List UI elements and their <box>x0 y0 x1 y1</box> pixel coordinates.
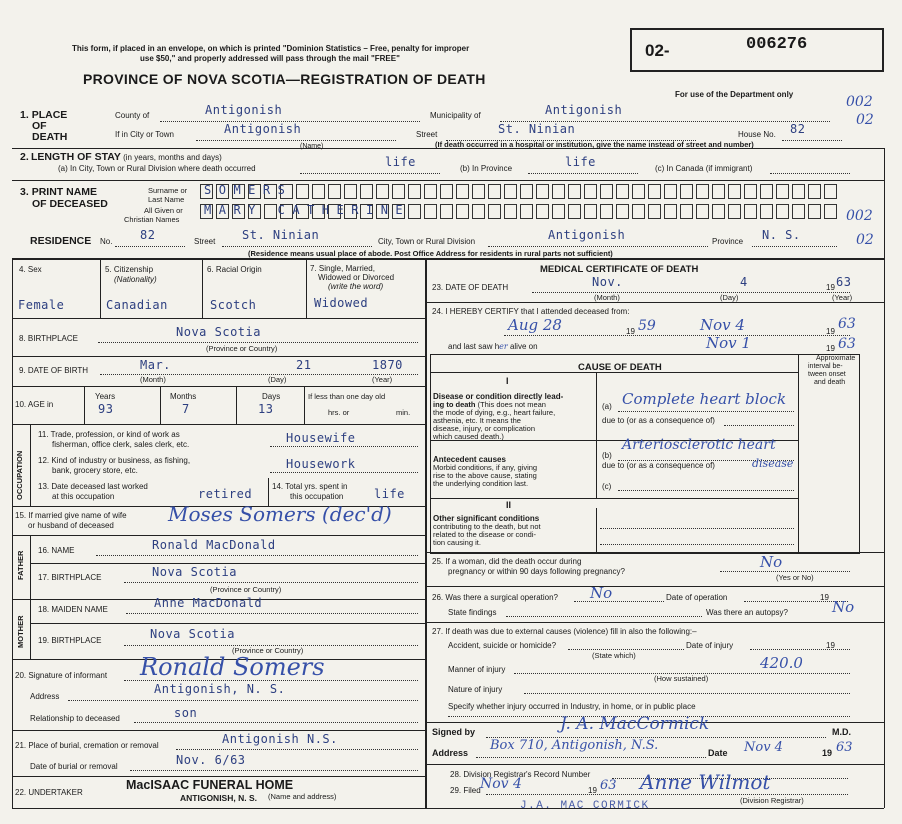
physician-stamp: J.A. MAC CORMICK <box>520 800 650 812</box>
residence-note: (Residence means usual place of abode. Post Office Address for residents in rural parts not sufficient) <box>248 249 613 258</box>
signed-year: 63 <box>836 740 853 755</box>
letter-box <box>536 184 549 199</box>
last-saw-date: Nov 1 <box>706 334 751 352</box>
form-title: PROVINCE OF NOVA SCOTIA—REGISTRATION OF DEATH <box>83 71 486 87</box>
father-name-value: Ronald MacDonald <box>152 538 276 552</box>
occupation-side-label: OCCUPATION <box>15 450 24 500</box>
stay-b-value: life <box>565 155 596 169</box>
letter-box <box>504 204 517 219</box>
other-note-3: tion causing it. <box>433 538 481 547</box>
mother-birthplace-label: 19. BIRTHPLACE <box>38 636 102 645</box>
letter-box <box>472 204 485 219</box>
stay-b-label: (b) In Province <box>460 164 513 173</box>
letter-box <box>584 204 597 219</box>
letter-box <box>504 184 517 199</box>
undertaker-name: MacISAAC FUNERAL HOME <box>126 778 294 792</box>
cause-b-value: Arteriosclerotic heart <box>622 437 776 453</box>
pregnancy-value: No <box>760 553 783 571</box>
letter-box <box>488 204 501 219</box>
physician-address: Box 710, Antigonish, N.S. <box>490 738 659 753</box>
relationship-value: son <box>174 706 198 720</box>
marital-label-3: (write the word) <box>328 282 384 291</box>
letter-box <box>760 184 773 199</box>
min-label: min. <box>396 408 411 417</box>
attended-from-year: 59 <box>638 318 656 334</box>
external-label: 27. If death was due to external causes (violence) fill in also the following:– <box>432 627 697 636</box>
stay-a-label: (a) In City, Town or Rural Division where death occurred <box>58 164 256 173</box>
undertaker-sub: (Name and address) <box>268 792 337 801</box>
letter-box <box>792 204 805 219</box>
antecedent-label: Antecedent causes <box>433 455 506 464</box>
due-to-b: due to (or as a consequence of) <box>602 461 715 470</box>
letter-box <box>712 204 725 219</box>
print-name-label: PRINT NAME <box>31 186 98 198</box>
birthplace-sub: (Province or Country) <box>206 344 278 353</box>
autopsy-label: Was there an autopsy? <box>706 608 788 617</box>
operation-19: 19 <box>820 593 829 602</box>
letter-box <box>632 184 645 199</box>
letter-box <box>824 184 837 199</box>
signed-date-label: Date <box>708 748 728 758</box>
death-year-prefix: 19 <box>826 283 835 292</box>
signed-by-label: Signed by <box>432 727 476 737</box>
disease-note-3: asthenia, etc. It means the <box>433 416 521 425</box>
less-than-day-label: If less than one day old <box>308 392 386 401</box>
informant-signature: Ronald Somers <box>140 653 325 681</box>
citizenship-value: Canadian <box>106 298 168 312</box>
disease-note-4: disease, injury, or complication <box>433 424 535 433</box>
pregnancy-label-1: 25. If a woman, did the death occur during <box>432 557 582 566</box>
letter-box <box>456 184 469 199</box>
pregnancy-sub: (Yes or No) <box>776 573 814 582</box>
stay-note: (in years, months and days) <box>123 153 222 162</box>
cause-title: CAUSE OF DEATH <box>578 362 662 373</box>
letter-box <box>440 204 453 219</box>
county-value: Antigonish <box>205 103 283 117</box>
municipality-value: Antigonish <box>545 103 623 117</box>
filed-date: Nov 4 <box>480 776 522 792</box>
dept-code-2: 02 <box>856 112 874 128</box>
residence-city-value: Antigonish <box>548 228 626 242</box>
undertaker-city: ANTIGONISH, N. S. <box>180 793 257 803</box>
dob-day: 21 <box>296 358 312 372</box>
dob-year: 1870 <box>372 358 403 372</box>
letter-box <box>472 184 485 199</box>
dob-month-sub: (Month) <box>140 375 166 384</box>
disease-note-2: the mode of dying, e.g., heart failure, <box>433 408 556 417</box>
attended-19-b: 19 <box>826 327 835 336</box>
name-num: 3. <box>20 186 29 198</box>
spouse-value: Moses Somers (dec'd) <box>168 502 392 526</box>
antecedent-note-3: the underlying condition last. <box>433 479 529 488</box>
father-birthplace-value: Nova Scotia <box>152 565 237 579</box>
last-saw-label-2: alive on <box>509 342 538 351</box>
birthplace-value: Nova Scotia <box>176 325 261 339</box>
letter-box <box>680 184 693 199</box>
nature-label: Nature of injury <box>448 685 503 694</box>
findings-label: State findings <box>448 608 497 617</box>
attended-to-year: 63 <box>838 316 856 332</box>
municipality-label: Municipality of <box>430 111 481 120</box>
signed-19: 19 <box>822 748 833 758</box>
letter-box <box>600 184 613 199</box>
letter-box <box>792 184 805 199</box>
letter-box <box>648 184 661 199</box>
death-day-sub: (Day) <box>720 293 739 302</box>
citizenship-label: 5. Citizenship <box>105 265 154 274</box>
accident-label: Accident, suicide or homicide? <box>448 641 557 650</box>
antecedent-note-1: Morbid conditions, if any, giving <box>433 463 538 472</box>
last-saw-19: 19 <box>826 344 835 353</box>
dob-label: 9. DATE OF BIRTH <box>19 366 89 375</box>
racial-label: 6. Racial Origin <box>207 265 262 274</box>
surname-label-2: Last Name <box>148 195 185 204</box>
stay-label: LENGTH OF STAY <box>31 151 121 163</box>
filed-label: 29. Filed <box>450 786 481 795</box>
dept-code-3: 002 <box>846 208 873 224</box>
residence-no-value: 82 <box>140 228 156 242</box>
place-death-label: DEATH <box>32 131 68 143</box>
letter-box <box>680 204 693 219</box>
age-years-value: 93 <box>98 402 114 416</box>
disease-label-2: ing to death <box>433 400 476 409</box>
county-label: County of <box>115 111 150 120</box>
letter-box <box>824 204 837 219</box>
md-label: M.D. <box>832 727 851 737</box>
letter-box <box>408 184 421 199</box>
last-saw-year: 63 <box>838 336 856 352</box>
dob-month: Mar. <box>140 358 171 372</box>
mother-side-label: MOTHER <box>16 615 25 648</box>
letter-box <box>440 184 453 199</box>
stay-num: 2. <box>20 151 29 163</box>
operation-date-label: Date of operation <box>666 593 728 602</box>
age-label: 10. AGE in <box>15 400 54 409</box>
death-year-sub: (Year) <box>832 293 853 302</box>
total-years-label-2: this occupation <box>290 492 344 501</box>
letter-box <box>776 204 789 219</box>
cause-b-value-2: disease <box>752 457 794 470</box>
letter-box <box>392 184 405 199</box>
letter-box <box>728 184 741 199</box>
trade-value: Housewife <box>286 431 356 445</box>
street-value: St. Ninian <box>498 122 576 136</box>
letter-box <box>488 184 501 199</box>
dob-day-sub: (Day) <box>268 375 287 384</box>
surname-label-1: Surname or <box>148 186 188 195</box>
racial-value: Scotch <box>210 298 257 312</box>
attended-to: Nov 4 <box>700 316 745 334</box>
certify-label: 24. I HEREBY CERTIFY that I attended deceased from: <box>432 307 630 316</box>
residence-no-label: No. <box>100 237 113 246</box>
letter-box <box>424 184 437 199</box>
signed-date: Nov 4 <box>744 740 783 755</box>
total-years-label-1: 14. Total yrs. spent in <box>272 482 348 491</box>
house-label: House No. <box>738 130 776 139</box>
registration-prefix: 02- <box>645 41 670 60</box>
months-label: Months <box>170 392 197 401</box>
birthplace-label: 8. BIRTHPLACE <box>19 334 78 343</box>
residence-street-label: Street <box>194 237 216 246</box>
letter-box <box>664 204 677 219</box>
letter-box <box>808 184 821 199</box>
death-month-sub: (Month) <box>594 293 620 302</box>
registration-number: 006276 <box>746 35 808 54</box>
age-days-value: 13 <box>258 402 274 416</box>
hrs-label: hrs. or <box>328 408 350 417</box>
mail-notice-line1: This form, if placed in an envelope, on which is printed "Dominion Statistics – Free, penalty for improper <box>72 44 470 53</box>
letter-box <box>712 184 725 199</box>
letter-box <box>520 204 533 219</box>
place-num: 1. <box>20 109 29 121</box>
stay-a-value: life <box>385 155 416 169</box>
interval-label-1: Approximate <box>816 355 856 362</box>
last-saw-label: and last saw h <box>448 342 500 351</box>
mother-birthplace-value: Nova Scotia <box>150 627 235 641</box>
of-deceased-label: OF DECEASED <box>32 198 108 210</box>
manner-label: Manner of injury <box>448 665 506 674</box>
dept-code-4: 02 <box>856 232 874 248</box>
letter-box <box>520 184 533 199</box>
letter-box <box>376 184 389 199</box>
death-day: 4 <box>740 275 748 289</box>
letter-box <box>776 184 789 199</box>
burial-date-value: Nov. 6/63 <box>176 753 246 767</box>
letter-box <box>696 184 709 199</box>
marital-label-1: 7. Single, Married, <box>310 264 375 273</box>
letter-box <box>696 204 709 219</box>
hospital-note: (If death occurred in a hospital or institution, give the name instead of street and number) <box>435 140 754 149</box>
letter-box <box>328 184 341 199</box>
letter-box <box>296 184 309 199</box>
sex-value: Female <box>18 298 65 312</box>
letter-box <box>808 204 821 219</box>
filed-19: 19 <box>588 786 597 795</box>
filed-year: 63 <box>600 778 617 793</box>
manner-code: 420.0 <box>760 654 803 672</box>
given-label-1: All Given or <box>144 206 183 215</box>
street-label: Street <box>416 130 438 139</box>
physician-signature: J. A. MacCormick <box>560 714 710 734</box>
stay-c-label: (c) In Canada (if immigrant) <box>655 164 753 173</box>
surname-value: SOMERS <box>204 183 293 197</box>
industry-label-1: 12. Kind of industry or business, as fishing, <box>38 456 191 465</box>
undertaker-label: 22. UNDERTAKER <box>15 788 83 797</box>
injury-19: 19 <box>826 641 835 650</box>
interval-label-4: and death <box>814 379 846 386</box>
marital-label-2: Widowed or Divorced <box>318 273 395 282</box>
cause-a-label: (a) <box>602 402 612 411</box>
attended-from: Aug 28 <box>508 316 562 334</box>
marital-value: Widowed <box>314 296 369 310</box>
surgery-value: No <box>590 584 613 602</box>
section-two: II <box>506 500 512 510</box>
residence-city-label: City, Town or Rural Division <box>378 237 476 246</box>
other-note-1: contributing to the death, but not <box>433 522 541 531</box>
death-month: Nov. <box>592 275 623 289</box>
sex-label: 4. Sex <box>19 265 42 274</box>
given-label-2: Christian Names <box>124 215 180 224</box>
death-date-label: 23. DATE OF DEATH <box>432 283 509 292</box>
section-one: I <box>506 376 509 386</box>
city-value: Antigonish <box>224 122 302 136</box>
state-which-sub: (State which) <box>592 651 636 660</box>
last-worked-label-2: at this occupation <box>52 492 115 501</box>
burial-place-value: Antigonish N.S. <box>222 732 338 746</box>
father-birthplace-label: 17. BIRTHPLACE <box>38 573 102 582</box>
trade-label-2: fisherman, office clerk, sales clerk, etc. <box>52 440 190 449</box>
physician-address-label: Address <box>432 748 469 758</box>
letter-box <box>552 204 565 219</box>
how-sustained-sub: (How sustained) <box>654 674 709 683</box>
medical-certificate-title: MEDICAL CERTIFICATE OF DEATH <box>540 264 699 275</box>
dob-year-sub: (Year) <box>372 375 393 384</box>
father-name-label: 16. NAME <box>38 546 75 555</box>
letter-box <box>424 204 437 219</box>
burial-date-label: Date of burial or removal <box>30 762 118 771</box>
mail-notice-line2: use $50," and properly addressed will pass through the mail "FREE" <box>140 54 400 63</box>
trade-label-1: 11. Trade, profession, or kind of work as <box>38 430 180 439</box>
letter-box <box>616 204 629 219</box>
industry-label-2: bank, grocery store, etc. <box>52 466 138 475</box>
mother-name-value: Anne MacDonald <box>154 596 263 610</box>
spouse-label-2: or husband of deceased <box>28 521 114 530</box>
interval-label-2: interval be- <box>808 363 843 370</box>
letter-box <box>360 184 373 199</box>
days-label: Days <box>262 392 281 401</box>
citizenship-sub: (Nationality) <box>114 275 157 284</box>
attended-19-a: 19 <box>626 327 635 336</box>
interval-label-3: tween onset <box>808 371 846 378</box>
other-conditions-label: Other significant conditions <box>433 514 540 523</box>
age-months-value: 7 <box>182 402 190 416</box>
registrar-sub: (Division Registrar) <box>740 796 804 805</box>
spouse-label-1: 15. If married give name of wife <box>15 511 127 520</box>
letter-box <box>584 184 597 199</box>
total-years-value: life <box>374 487 405 501</box>
cause-a-value: Complete heart block <box>622 390 787 408</box>
informant-address-value: Antigonish, N. S. <box>154 682 286 696</box>
father-side-label: FATHER <box>16 550 25 580</box>
autopsy-value: No <box>832 598 855 616</box>
residence-province-label: Province <box>712 237 744 246</box>
last-worked-label-1: 13. Date deceased last worked <box>38 482 148 491</box>
department-use-label: For use of the Department only <box>675 90 794 99</box>
disease-label: Disease or condition directly lead- <box>433 392 564 401</box>
residence-label: RESIDENCE <box>30 235 92 247</box>
due-to-a: due to (or as a consequence of) <box>602 416 715 425</box>
antecedent-note-2: rise to the above cause, stating <box>433 471 537 480</box>
disease-note-1: (This does not mean <box>477 400 546 409</box>
injury-date-label: Date of injury <box>686 641 734 650</box>
letter-box <box>744 184 757 199</box>
letter-box <box>344 184 357 199</box>
informant-address-label: Address <box>30 692 60 701</box>
cause-b-label: (b) <box>602 451 612 460</box>
industry-value: Housework <box>286 457 356 471</box>
residence-province-value: N. S. <box>762 228 801 242</box>
last-saw-pronoun: er <box>499 342 508 351</box>
letter-box <box>648 204 661 219</box>
informant-sig-label: 20. Signature of informant <box>15 671 108 680</box>
letter-box <box>760 204 773 219</box>
letter-box <box>600 204 613 219</box>
specify-label: Specify whether injury occurred in Industry, in home, or in public place <box>448 702 696 711</box>
years-label: Years <box>95 392 116 401</box>
mother-name-label: 18. MAIDEN NAME <box>38 605 108 614</box>
mother-birthplace-sub: (Province or Country) <box>232 646 304 655</box>
letter-box <box>536 204 549 219</box>
letter-box <box>728 204 741 219</box>
father-birthplace-sub: (Province or Country) <box>210 585 282 594</box>
letter-box <box>744 204 757 219</box>
dept-code-1: 002 <box>846 94 873 110</box>
last-worked-value: retired <box>198 487 253 501</box>
letter-box <box>456 204 469 219</box>
relationship-label: Relationship to deceased <box>30 714 120 723</box>
surgery-label: 26. Was there a surgical operation? <box>432 593 558 602</box>
burial-place-label: 21. Place of burial, cremation or removal <box>15 741 159 750</box>
house-value: 82 <box>790 122 806 136</box>
letter-box <box>632 204 645 219</box>
death-year: 63 <box>836 275 852 289</box>
other-note-2: related to the disease or condi- <box>433 530 536 539</box>
city-label: If in City or Town <box>115 130 174 139</box>
residence-street-value: St. Ninian <box>242 228 320 242</box>
pregnancy-label-2: pregnancy or within 90 days following pregnancy? <box>448 567 625 576</box>
letter-box <box>568 204 581 219</box>
place-label: PLACE <box>31 109 68 121</box>
given-names-value: MARY CATHERINE <box>204 203 411 217</box>
city-name-sub: (Name) <box>300 143 324 150</box>
letter-box <box>616 184 629 199</box>
cause-c-label: (c) <box>602 482 612 491</box>
letter-box <box>552 184 565 199</box>
letter-box <box>568 184 581 199</box>
place-of-label: OF <box>32 120 47 132</box>
disease-note-5: which caused death.) <box>433 432 504 441</box>
letter-box <box>664 184 677 199</box>
letter-box <box>312 184 325 199</box>
registrar-signature: Anne Wilmot <box>640 770 771 794</box>
record-number-label: 28. Division Registrar's Record Number <box>450 770 591 779</box>
